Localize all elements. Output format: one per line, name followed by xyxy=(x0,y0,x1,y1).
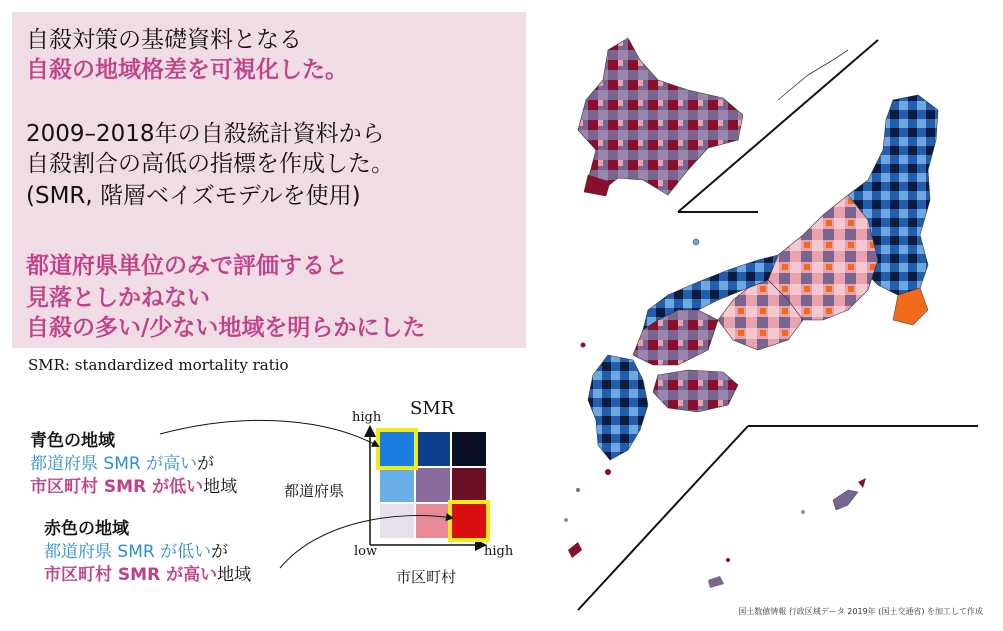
callout-red-line3-suffix: 地域 xyxy=(217,564,252,585)
callout-blue-line2-suffix: が xyxy=(197,453,215,474)
summary-line-2: 自殺の地域格差を可視化した。 xyxy=(26,57,348,83)
island-3 xyxy=(564,518,568,522)
summary-line-4: 自殺割合の高低の指標を作成した。 xyxy=(26,151,394,177)
callout-red-line2-suffix: が xyxy=(211,541,229,562)
japan-map xyxy=(548,20,988,620)
hokkaido-inset xyxy=(578,38,878,212)
legend-title: SMR xyxy=(410,398,455,419)
hokkaido-shape xyxy=(578,38,743,195)
legend-x-low: low xyxy=(354,544,378,559)
callout-blue-line3: 市区町村 SMR が低い xyxy=(30,476,204,497)
callout-red-line3: 市区町村 SMR が高い xyxy=(44,564,218,585)
highlight-red-cell xyxy=(450,502,488,540)
sado-island xyxy=(693,239,699,245)
summary-line-5: (SMR, 階層ベイズモデルを使用) xyxy=(26,183,361,209)
callout-blue-line2: 都道府県 SMR が高い xyxy=(30,453,198,474)
callout-red-connector xyxy=(280,516,452,568)
sakishima-2 xyxy=(708,576,724,588)
okinawa-islet xyxy=(801,510,805,514)
legend-y-axis-label: 都道府県 xyxy=(284,482,345,500)
summary-line-1: 自殺対策の基礎資料となる xyxy=(26,27,302,53)
summary-line-6: 都道府県単位のみで評価すると xyxy=(26,253,348,279)
island-1 xyxy=(576,488,580,492)
legend-x-high: high xyxy=(484,544,514,559)
highlight-blue-cell xyxy=(378,430,416,468)
summary-line-7: 見落としかねない xyxy=(26,285,210,311)
legend-x-axis-label: 市区町村 xyxy=(396,568,457,586)
okinawa-inset xyxy=(568,426,978,610)
data-source-credit: 国土数値情報 行政区域データ 2019年 (国土交通省) を加工して作成 xyxy=(738,607,983,616)
callout-red-line2: 都道府県 SMR が低い xyxy=(44,541,212,562)
sakishima-3 xyxy=(726,558,730,562)
shikoku xyxy=(653,370,738,412)
callout-blue-connector xyxy=(160,420,378,446)
island-2 xyxy=(605,469,611,475)
callout-blue-head: 青色の地域 xyxy=(30,431,115,451)
callout-blue-line3-suffix: 地域 xyxy=(203,476,238,497)
summary-line-3: 2009–2018年の自殺統計資料から xyxy=(26,121,385,147)
okinawa-main xyxy=(833,490,858,510)
okinawa-north xyxy=(858,478,866,488)
oki-island xyxy=(581,343,586,348)
callout-red-head: 赤色の地域 xyxy=(44,519,129,539)
smr-definition: SMR: standardized mortality ratio xyxy=(28,356,289,374)
sakishima-1 xyxy=(568,542,582,558)
summary-line-8: 自殺の多い/少ない地域を明らかにした xyxy=(26,315,426,341)
kyushu xyxy=(588,355,648,460)
legend-y-high: high xyxy=(352,410,382,425)
